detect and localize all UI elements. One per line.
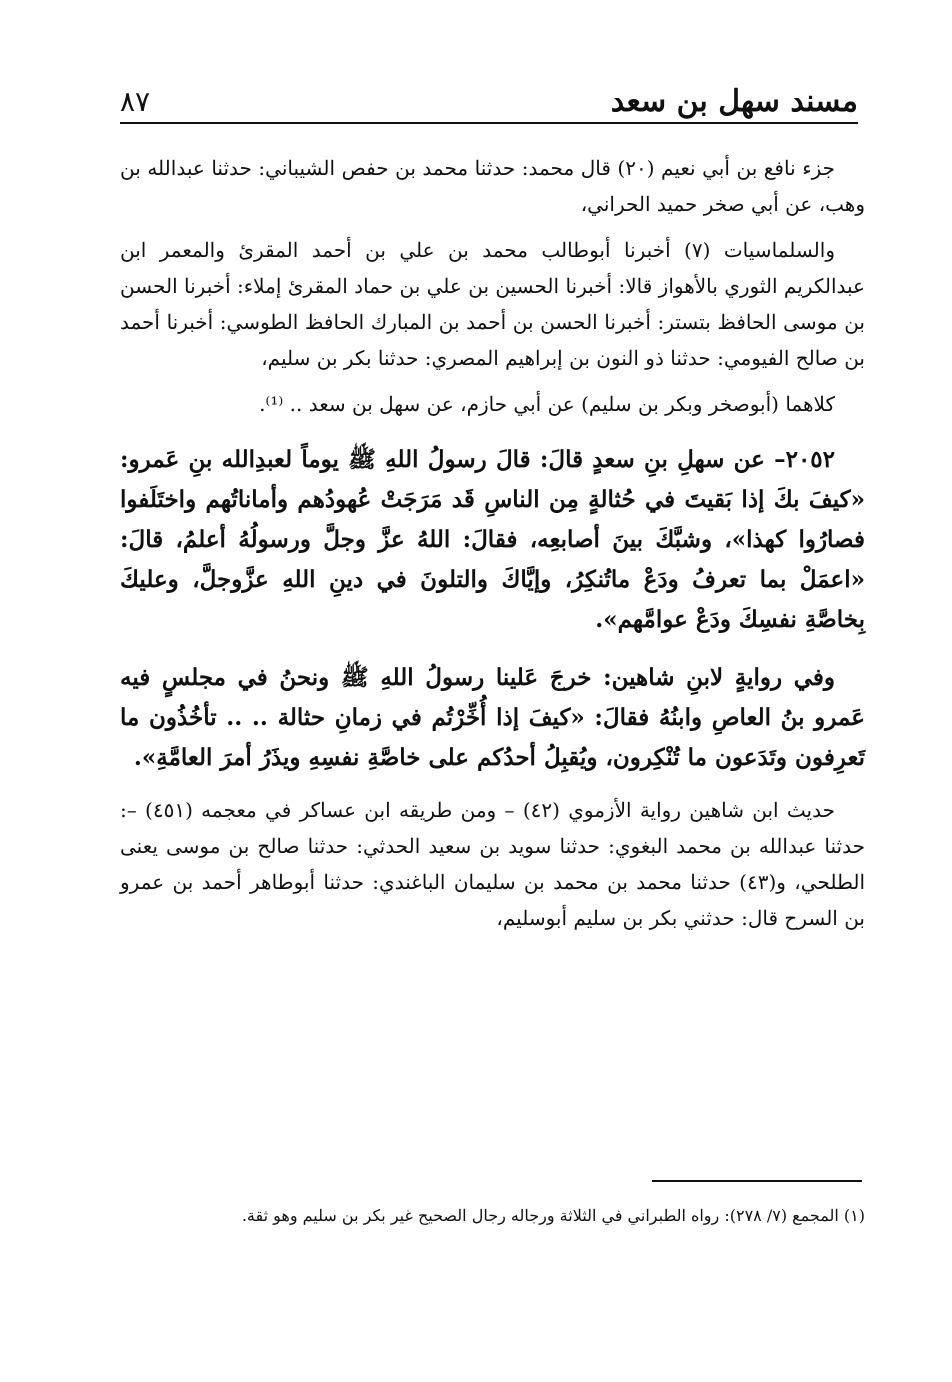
hadith-variant: وفي روايةٍ لابنِ شاهين: خرجَ عَلينا رسولُ اللهِ ﷺ ونحنُ في مجلسٍ فيه عَمرو بنُ العاصِ وابنُهُ فقالَ: «كيفَ إذا أُخِّرْتُم في زمانِ حثالة .. .. تأخُذُون ما تَعرِفون وتَدَعون ما تُنْكِرون، ويُقبِلُ أحدُكم على خاصَّةِ نفسِهِ ويذَرُ أمرَ العامَّةِ». <box>120 664 865 771</box>
isnad-paragraph-3: كلاهما (أبوصخر وبكر بن سليم) عن أبي حازم، عن سهل بن سعد .. ⁽¹⁾. <box>259 392 835 416</box>
main-text <box>120 150 865 946</box>
takhrij-paragraph: حديث ابن شاهين رواية الأزموي (٤٢) – ومن طريقه ابن عساكر في معجمه (٤٥١) –: حدثنا عبدالله بن محمد البغوي: حدثنا سويد بن سعيد الحدثي: حدثنا صالح بن موسى يعنى الطلحي، و(٤٣) حدثنا محمد بن محمد بن سليمان الباغندي: حدثنا أبوطاهر أحمد بن عمرو بن السرح قال: حدثني بكر بن سليم أبوسليم، <box>120 798 866 930</box>
hadith-text: عن سهلِ بنِ سعدٍ قالَ: قالَ رسولُ اللهِ ﷺ يوماً لعبدِالله بنِ عَمرو: «كيفَ بكَ إذا بَقيتَ في حُثالةٍ مِن الناسِ قَد مَرَجَتْ عُهودُهم وأماناتُهم واختَلَفوا فصارُوا كهذا»، وشبَّكَ بينَ أصابعِه، فقالَ: اللهُ عزَّ وجلَّ ورسولُهُ أعلمُ، قالَ: «اعمَلْ بما تعرفُ ودَعْ ماتُنكِرُ، وإيَّاكَ والتلونَ في دينِ اللهِ عزَّوجلَّ، وعليكَ بِخاصَّةِ نفسِكَ ودَعْ عوامَّهم». <box>120 446 865 633</box>
running-header <box>120 82 858 124</box>
hadith-paragraph <box>120 440 865 640</box>
isnad-paragraph-2: والسلماسيات (٧) أخبرنا أبوطالب محمد بن علي بن أحمد المقرئ والمعمر ابن عبدالكريم الثوري بالأهواز قالا: أخبرنا الحسين بن علي بن حماد المقرئ إملاء: أخبرنا الحسن بن موسى الحافظ بتستر: أخبرنا الحسن بن أحمد بن المبارك الحافظ الطوسي: أخبرنا أحمد بن صالح الفيومي: حدثنا ذو النون بن إبراهيم المصري: حدثنا بكر بن سليم، <box>120 238 865 370</box>
footnote: (١) المجمع (٧/ ٢٧٨): رواه الطبراني في الثلاثة ورجاله رجال الصحيح غير بكر بن سليم وهو ثقة. <box>241 1206 865 1225</box>
page-number: ٨٧ <box>120 85 151 118</box>
hadith-number: ٢٠٥٢– <box>774 446 836 473</box>
running-title: مسند سهل بن سعد <box>610 84 858 119</box>
isnad-paragraph-1: جزء نافع بن أبي نعيم (٢٠) قال محمد: حدثنا محمد بن حفص الشيباني: حدثنا عبدالله بن وهب، عن أبي صخر حميد الحراني، <box>120 156 865 216</box>
footnote-separator <box>652 1180 862 1182</box>
